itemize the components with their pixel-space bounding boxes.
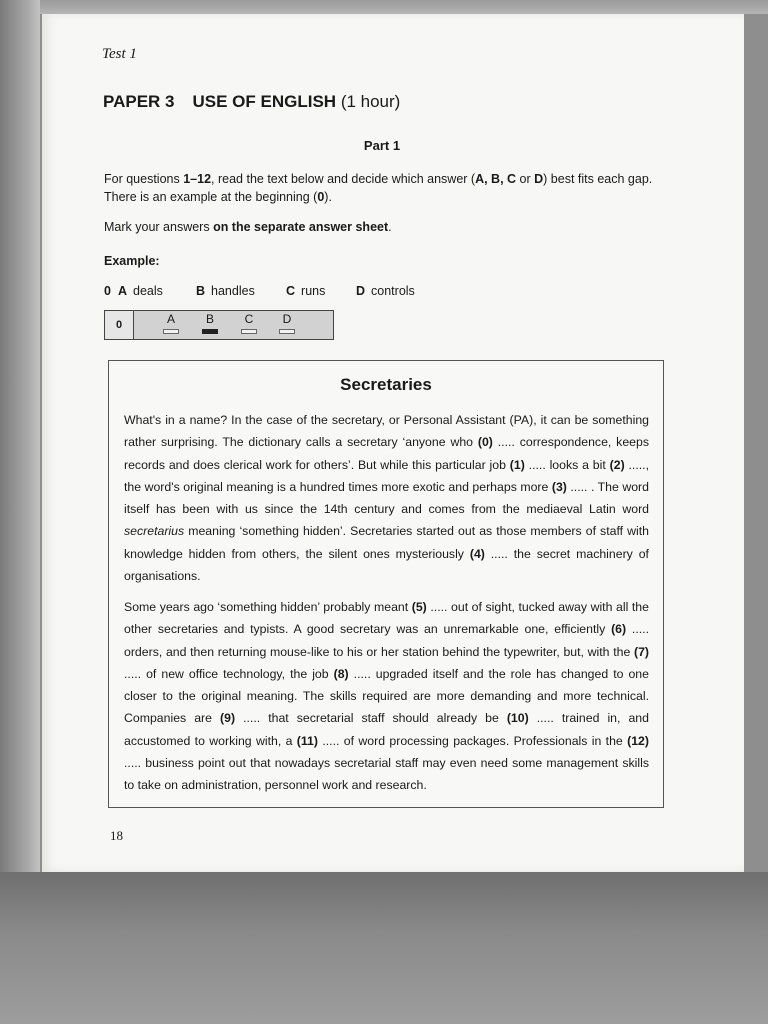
instr-bold: 1–12 (183, 172, 212, 186)
option-word: runs (301, 284, 326, 298)
option-word: deals (133, 284, 163, 298)
answer-option-d (277, 313, 297, 334)
scan-background-top (0, 0, 768, 14)
paper-title (103, 92, 400, 112)
answer-letter: B (205, 312, 214, 326)
instruction-line-2 (104, 190, 332, 204)
text-title: Secretaries (340, 375, 432, 394)
text-run: What's in a name? In the case of the secretary, or Personal Assistant (PA), it can be something rather surprising. The dictionary calls a secretary ‘anyone who (124, 413, 649, 450)
gap-number: (9) (220, 711, 236, 726)
example-label: Example: (104, 254, 160, 268)
page-number: 18 (110, 828, 123, 843)
answer-letter: C (244, 312, 254, 326)
paper-label: PAPER 3 (103, 92, 175, 111)
answer-mark (163, 329, 179, 334)
instr-text: . (388, 220, 392, 234)
text-run: ..... . The word itself has been with us since the 14th century and comes from the mediaeval Latin word (124, 479, 649, 517)
text-run: ....., the word's original meaning is a hundred times more exotic and perhaps more (124, 457, 650, 494)
part-label: Part 1 (363, 138, 401, 153)
option-letter: A (118, 284, 128, 298)
option-letter: B (196, 284, 206, 298)
paragraph-2 (124, 596, 649, 797)
gap-number: (7) (633, 644, 649, 659)
example-number-text: 0 (104, 284, 111, 298)
instr-text: There is an example at the beginning ( (104, 190, 318, 204)
answer-option-b (200, 313, 220, 334)
answer-option-c (239, 313, 259, 334)
option-letter: C (286, 284, 296, 298)
answer-grid-number: 0 (105, 311, 134, 339)
instr-text: or (516, 172, 535, 186)
text-run: ..... trained in, and accustomed to working with, a (124, 711, 649, 748)
text-run: meaning ‘something hidden’. Secretaries started out as those members of staff with knowledge hidden from others, the silent ones mysteriously (124, 524, 649, 561)
text-run: ..... of word processing packages. Professionals in the (318, 733, 628, 748)
answer-mark (279, 329, 295, 334)
gap-number: (3) (551, 479, 567, 494)
paragraph-1 (124, 409, 649, 587)
instr-bold: 0 (317, 190, 325, 204)
example-option-c (286, 284, 325, 298)
scan-background-left (0, 0, 40, 1024)
text-run: ..... orders, and then returning mouse-like to his or her station behind the typewriter, but, with the (124, 622, 649, 659)
answer-mark (241, 329, 257, 334)
gap-number: (0) (477, 435, 493, 450)
section-label: USE OF ENGLISH (192, 92, 337, 111)
text-run: ..... the secret machinery of organisations. (124, 546, 649, 584)
duration: (1 hour) (340, 92, 401, 111)
instr-bold: D (534, 172, 544, 186)
instruction-line-1 (104, 172, 652, 186)
instr-bold: A, B, C (475, 172, 517, 186)
instr-text: ). (324, 190, 332, 204)
reading-text-box (108, 360, 664, 808)
gap-number: (2) (609, 457, 625, 472)
example-option-d (356, 284, 415, 298)
instr-text: , read the text below and decide which answer ( (211, 172, 476, 186)
option-word: controls (371, 284, 415, 298)
answer-mark (202, 329, 218, 334)
text-run: Some years ago ‘something hidden’ probably meant (124, 600, 412, 614)
test-label: Test 1 (102, 46, 137, 62)
gap-number: (5) (411, 600, 427, 614)
exam-page (42, 14, 744, 872)
option-letter: D (356, 284, 366, 298)
instr-text: Mark your answers (104, 220, 214, 234)
text-run: ..... upgraded itself and the role has changed to one closer to the original meaning. The skills required are more demanding and more technical. Companies are (124, 666, 649, 726)
latin-word: secretarius (124, 524, 185, 539)
example-number (104, 284, 117, 298)
example-answer-grid (104, 310, 334, 340)
answer-letter: D (282, 312, 292, 326)
text-run: ..... correspondence, keeps records and does clerical work for others’. But while this particular job (124, 435, 649, 472)
instr-text: ) best fits each gap. (543, 172, 653, 186)
gap-number: (8) (333, 666, 349, 681)
option-word: handles (211, 284, 255, 298)
instr-text: For questions (104, 172, 184, 186)
answer-option-a (161, 313, 181, 334)
example-option-a (118, 284, 163, 298)
gap-number: (11) (296, 733, 318, 748)
scan-background-bottom (0, 872, 768, 1024)
text-run: ..... of new office technology, the job (124, 666, 334, 681)
text-run: ..... out of sight, tucked away with all the other secretaries and typists. A good secretary was an unremarkable one, efficiently (124, 600, 649, 637)
gap-number: (4) (469, 546, 485, 561)
gap-number: (6) (611, 622, 627, 637)
text-run: ..... business point out that nowadays secretarial staff may even need some management skills to take on administration, personnel work and research. (124, 756, 649, 793)
instruction-line-3 (104, 220, 392, 234)
answer-letter: A (166, 312, 175, 326)
instr-bold: on the separate answer sheet (213, 220, 389, 234)
text-run: ..... looks a bit (524, 457, 610, 472)
gap-number: (1) (509, 457, 525, 472)
gap-number: (10) (506, 711, 529, 726)
gap-number: (12) (627, 733, 649, 748)
example-option-b (196, 284, 255, 298)
text-run: ..... that secretarial staff should already be (235, 711, 507, 726)
